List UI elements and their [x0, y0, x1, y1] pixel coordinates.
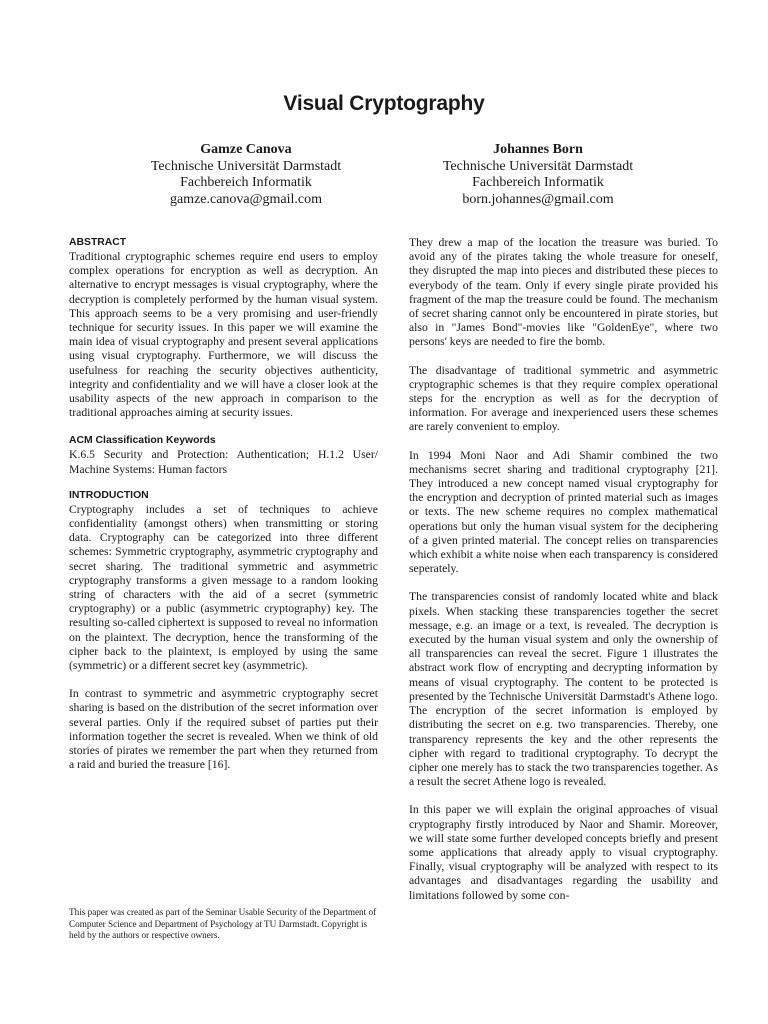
author-block-1 — [96, 142, 396, 208]
paper-title: Visual Cryptography — [283, 92, 485, 115]
abstract-text: Traditional cryptographic schemes require end users to employ complex operations for encryption as well as decryption. An alternative to encrypt messages is visual cryptography, where the decryption is completely performed by the human visual system. This approach seems to be a very promising and user-friendly technique for security issues. In this paper we will examine the main idea of visual cryptography and present several applications using visual cryptography. Furthermore, we will discuss the usefulness for reaching the security objectives authenticity, integrity and confidentiality and we will have a closer look at the usability aspects of the new approach in comparison to the traditional approaches aiming at security issues. — [69, 250, 378, 420]
author-affiliation: Technische Universität Darmstadt — [150, 158, 342, 174]
author-email: gamze.canova@gmail.com — [169, 191, 323, 207]
body-paragraph-1: They drew a map of the location the treasure was buried. To avoid any of the pirates taking the whole treasure for oneself, they disrupted the map into pieces and distributed these pieces to everybody of the team. Only if every single pirate provided his fragment of the map the treasure could be found. The mechanism of secret sharing cannot only be encountered in pirate stories, but also in "James Bond"-movies like "GoldenEye", where two persons' keys are needed to fire the bomb. — [409, 236, 718, 349]
author-department: Fachbereich Informatik — [180, 175, 312, 190]
body-paragraph-2: The disadvantage of traditional symmetric and asymmetric cryptographic schemes is that they require complex operational steps for the encryption as well as for the decryption of information. For average and inexperienced users these schemes are rarely convenient to employ. — [409, 363, 718, 434]
author-block-2 — [388, 142, 688, 208]
acm-heading: ACM Classification Keywords — [69, 435, 216, 447]
author-department: Fachbereich Informatik — [472, 175, 604, 190]
copyright-footnote: This paper was created as part of the Seminar Usable Security of the Department of Computer Science and Department of Psychology at TU Darmstadt. Copyright is held by the authors or respective owners. — [69, 907, 377, 941]
body-paragraph-4: The transparencies consist of randomly located white and black pixels. When stacking these transparencies together the secret message, e.g. an image or a text, is revealed. The decryption is executed by the human visual system and only the ownership of all transparencies can reveal the secret. Figure 1 illustrates the abstract work flow of encrypting and decrypting information by means of visual cryptography. The content to be protected is presented by the Technische Universität Darmstadt's Athene logo. The encryption of the secret information is employed by distributing the secret on e.g. two transparencies. Thereby, one transparency represents the key and the other represents the cipher with regard to traditional cryptography. To decrypt the cipher one merely has to stack the two transparencies together. As a result the secret Athene logo is revealed. — [409, 590, 718, 789]
author-name: Gamze Canova — [200, 142, 292, 157]
right-column — [409, 236, 718, 917]
acm-text: K.6.5 Security and Protection: Authentication; H.1.2 User/ Machine Systems: Human factors — [69, 448, 378, 476]
body-paragraph-3: In 1994 Moni Naor and Adi Shamir combined the two mechanisms secret sharing and traditional cryptography [21]. They introduced a new concept named visual cryptography for the encryption and decryption of printed material such as images or texts. The new scheme requires no complex mathematical operations but only the human visual system for the deciphering of a given printed material. The concept relies on transparencies which exhibit a white noise when each transparency is considered seperately. — [409, 448, 718, 576]
author-affiliation: Technische Universität Darmstadt — [442, 158, 634, 174]
introduction-heading: INTRODUCTION — [69, 489, 149, 501]
introduction-paragraph-1: Cryptography includes a set of techniques to achieve confidentiality (amongst others) when transmitting or storing data. Cryptography can be categorized into three different schemes: Symmetric cryptography, asymmetric cryptography and secret sharing. The traditional symmetric and asymmetric cryptography transforms a given message to a random looking string of characters with the aid of a secret (symmetric cryptography) or a public (asymmetric cryptography) key. The resulting so-called ciphertext is supposed to reveal no information on the plaintext. The decryption, hence the transforming of the cipher back to the plaintext, is employed by using the same (symmetric) or a different secret key (asymmetric). — [69, 502, 378, 673]
left-column — [69, 236, 378, 787]
abstract-heading: ABSTRACT — [69, 237, 127, 248]
author-email: born.johannes@gmail.com — [462, 191, 614, 207]
introduction-paragraph-2: In contrast to symmetric and asymmetric cryptography secret sharing is based on the distribution of the secret information over several parties. Only if the required subset of parties put their information together the secret is revealed. When we think of old stories of pirates we remember the part when they returned from a raid and buried the treasure [16]. — [69, 687, 378, 772]
body-paragraph-5: In this paper we will explain the original approaches of visual cryptography firstly introduced by Naor and Shamir. Moreover, we will state some further developed concepts briefly and present some applications that already apply to visual cryptography. Finally, visual cryptography will be analyzed with respect to its advantages and disadvantages regarding the usability and limitations followed by some con- — [409, 803, 718, 902]
author-name: Johannes Born — [493, 142, 583, 157]
